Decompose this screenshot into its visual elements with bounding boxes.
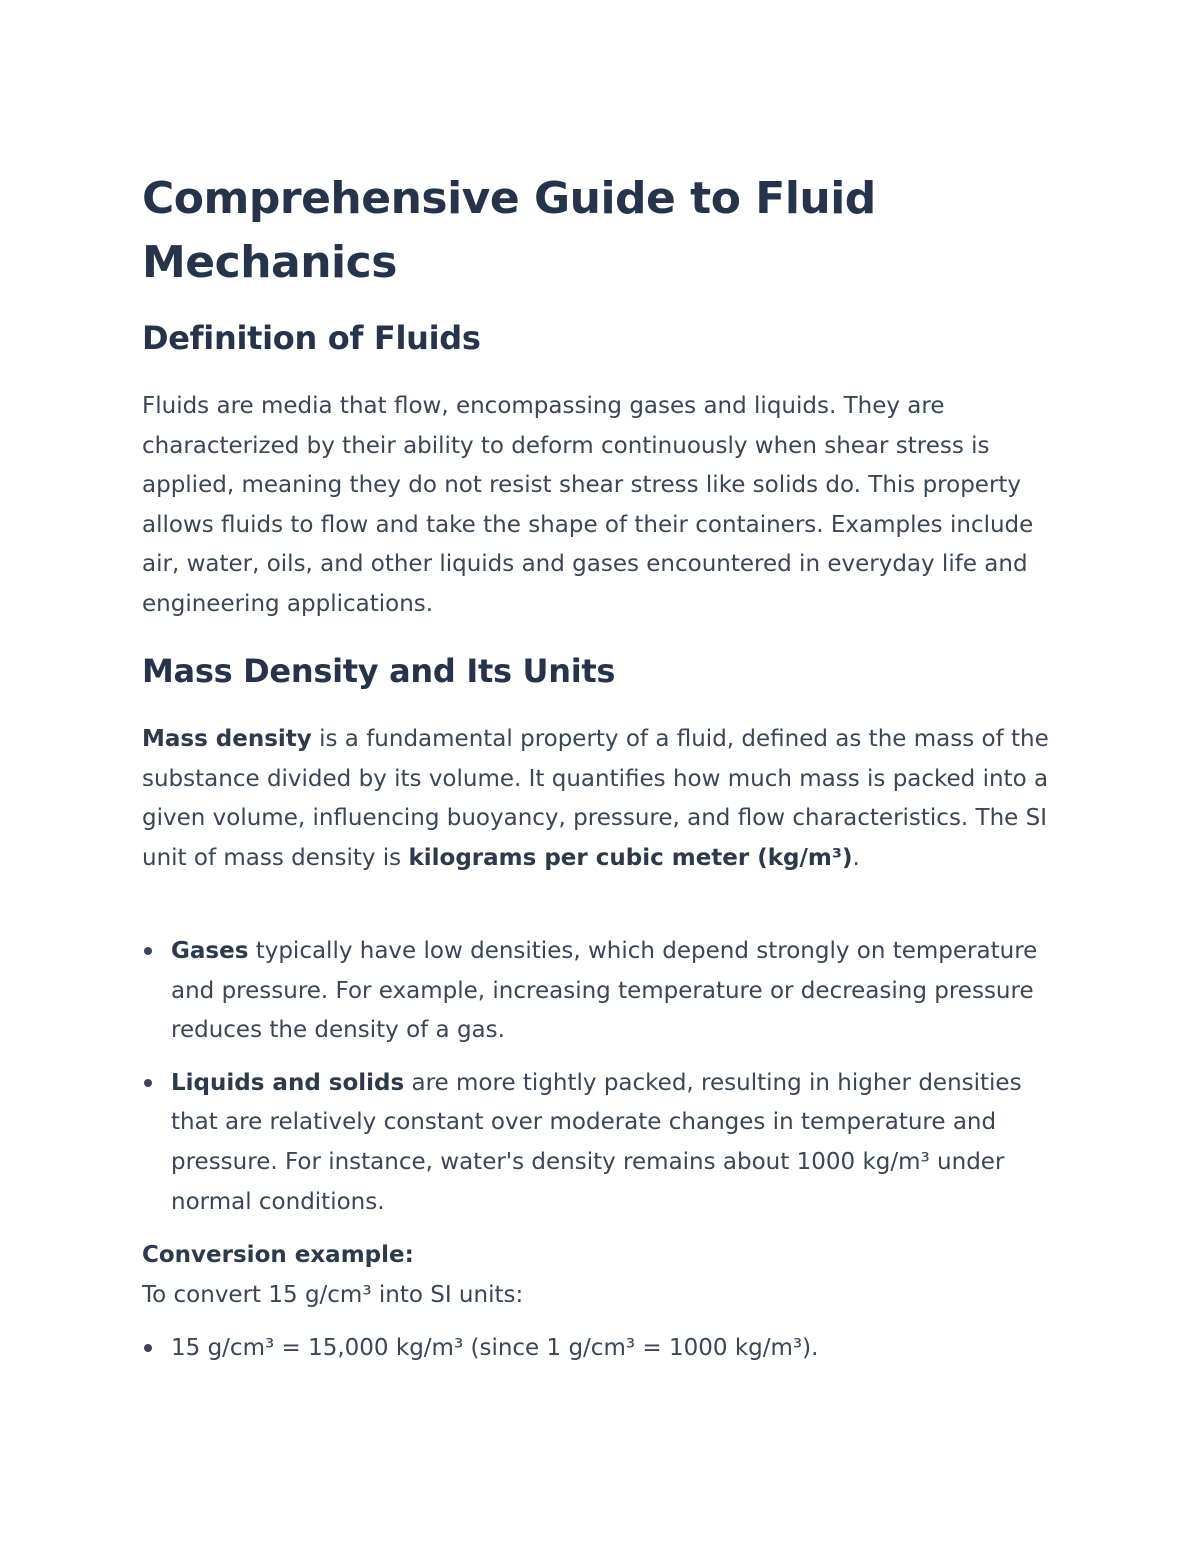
- conversion-bullet-list: [142, 1329, 1062, 1369]
- bullet-term: Gases: [171, 938, 249, 964]
- document-title: Comprehensive Guide to Fluid Mechanics: [142, 173, 876, 288]
- conversion-text: To convert 15 g/cm³ into SI units:: [142, 1281, 524, 1308]
- mass-density-end: .: [852, 844, 860, 871]
- list-item: [142, 1064, 1062, 1222]
- bullet-text: typically have low densities, which depend strongly on temperature and pressure. For example, increasing temperature or decreasing pressure reduces the density of a gas.: [171, 938, 1038, 1044]
- mass-density-paragraph: [142, 720, 1052, 878]
- conversion-label: Conversion example:: [142, 1242, 414, 1268]
- density-bullet-list: [142, 932, 1062, 1222]
- bullet-icon: [144, 947, 152, 955]
- list-item: [142, 1329, 1062, 1369]
- definition-paragraph: Fluids are media that flow, encompassing gases and liquids. They are characterized by their ability to deform continuously when shear stress is applied, meaning they do not resist shear stress like solids do. This property allows fluids to flow and take the shape of their containers. Examples include air, water, oils, and other liquids and gases encountered in everyday life and engineering applications.: [142, 393, 1034, 617]
- section-heading-mass-density: Mass Density and Its Units: [142, 652, 616, 690]
- mass-density-term: Mass density: [142, 726, 312, 752]
- bullet-icon: [144, 1344, 152, 1352]
- si-unit-term: kilograms per cubic meter (kg/m³): [408, 844, 853, 871]
- mass-density-text: is a fundamental property of a fluid, defined as the mass of the substance divided by its volume. It quantifies how much mass is packed into a given volume, influencing buoyancy, pressure, and flow characteristics. The SI unit of mass density is: [142, 726, 1049, 871]
- section-heading-definition: Definition of Fluids: [142, 319, 481, 357]
- bullet-text: are more tightly packed, resulting in higher densities that are relatively constant over moderate changes in temperature and pressure. For instance, water's density remains about 1000 kg/m³ under normal conditions.: [171, 1069, 1022, 1215]
- conversion-bullet-text: 15 g/cm³ = 15,000 kg/m³ (since 1 g/cm³ = 1000 kg/m³).: [171, 1335, 819, 1361]
- list-item: [142, 932, 1062, 1051]
- bullet-term: Liquids and solids: [171, 1069, 405, 1096]
- bullet-icon: [144, 1079, 152, 1087]
- conversion-paragraph: [142, 1236, 1052, 1315]
